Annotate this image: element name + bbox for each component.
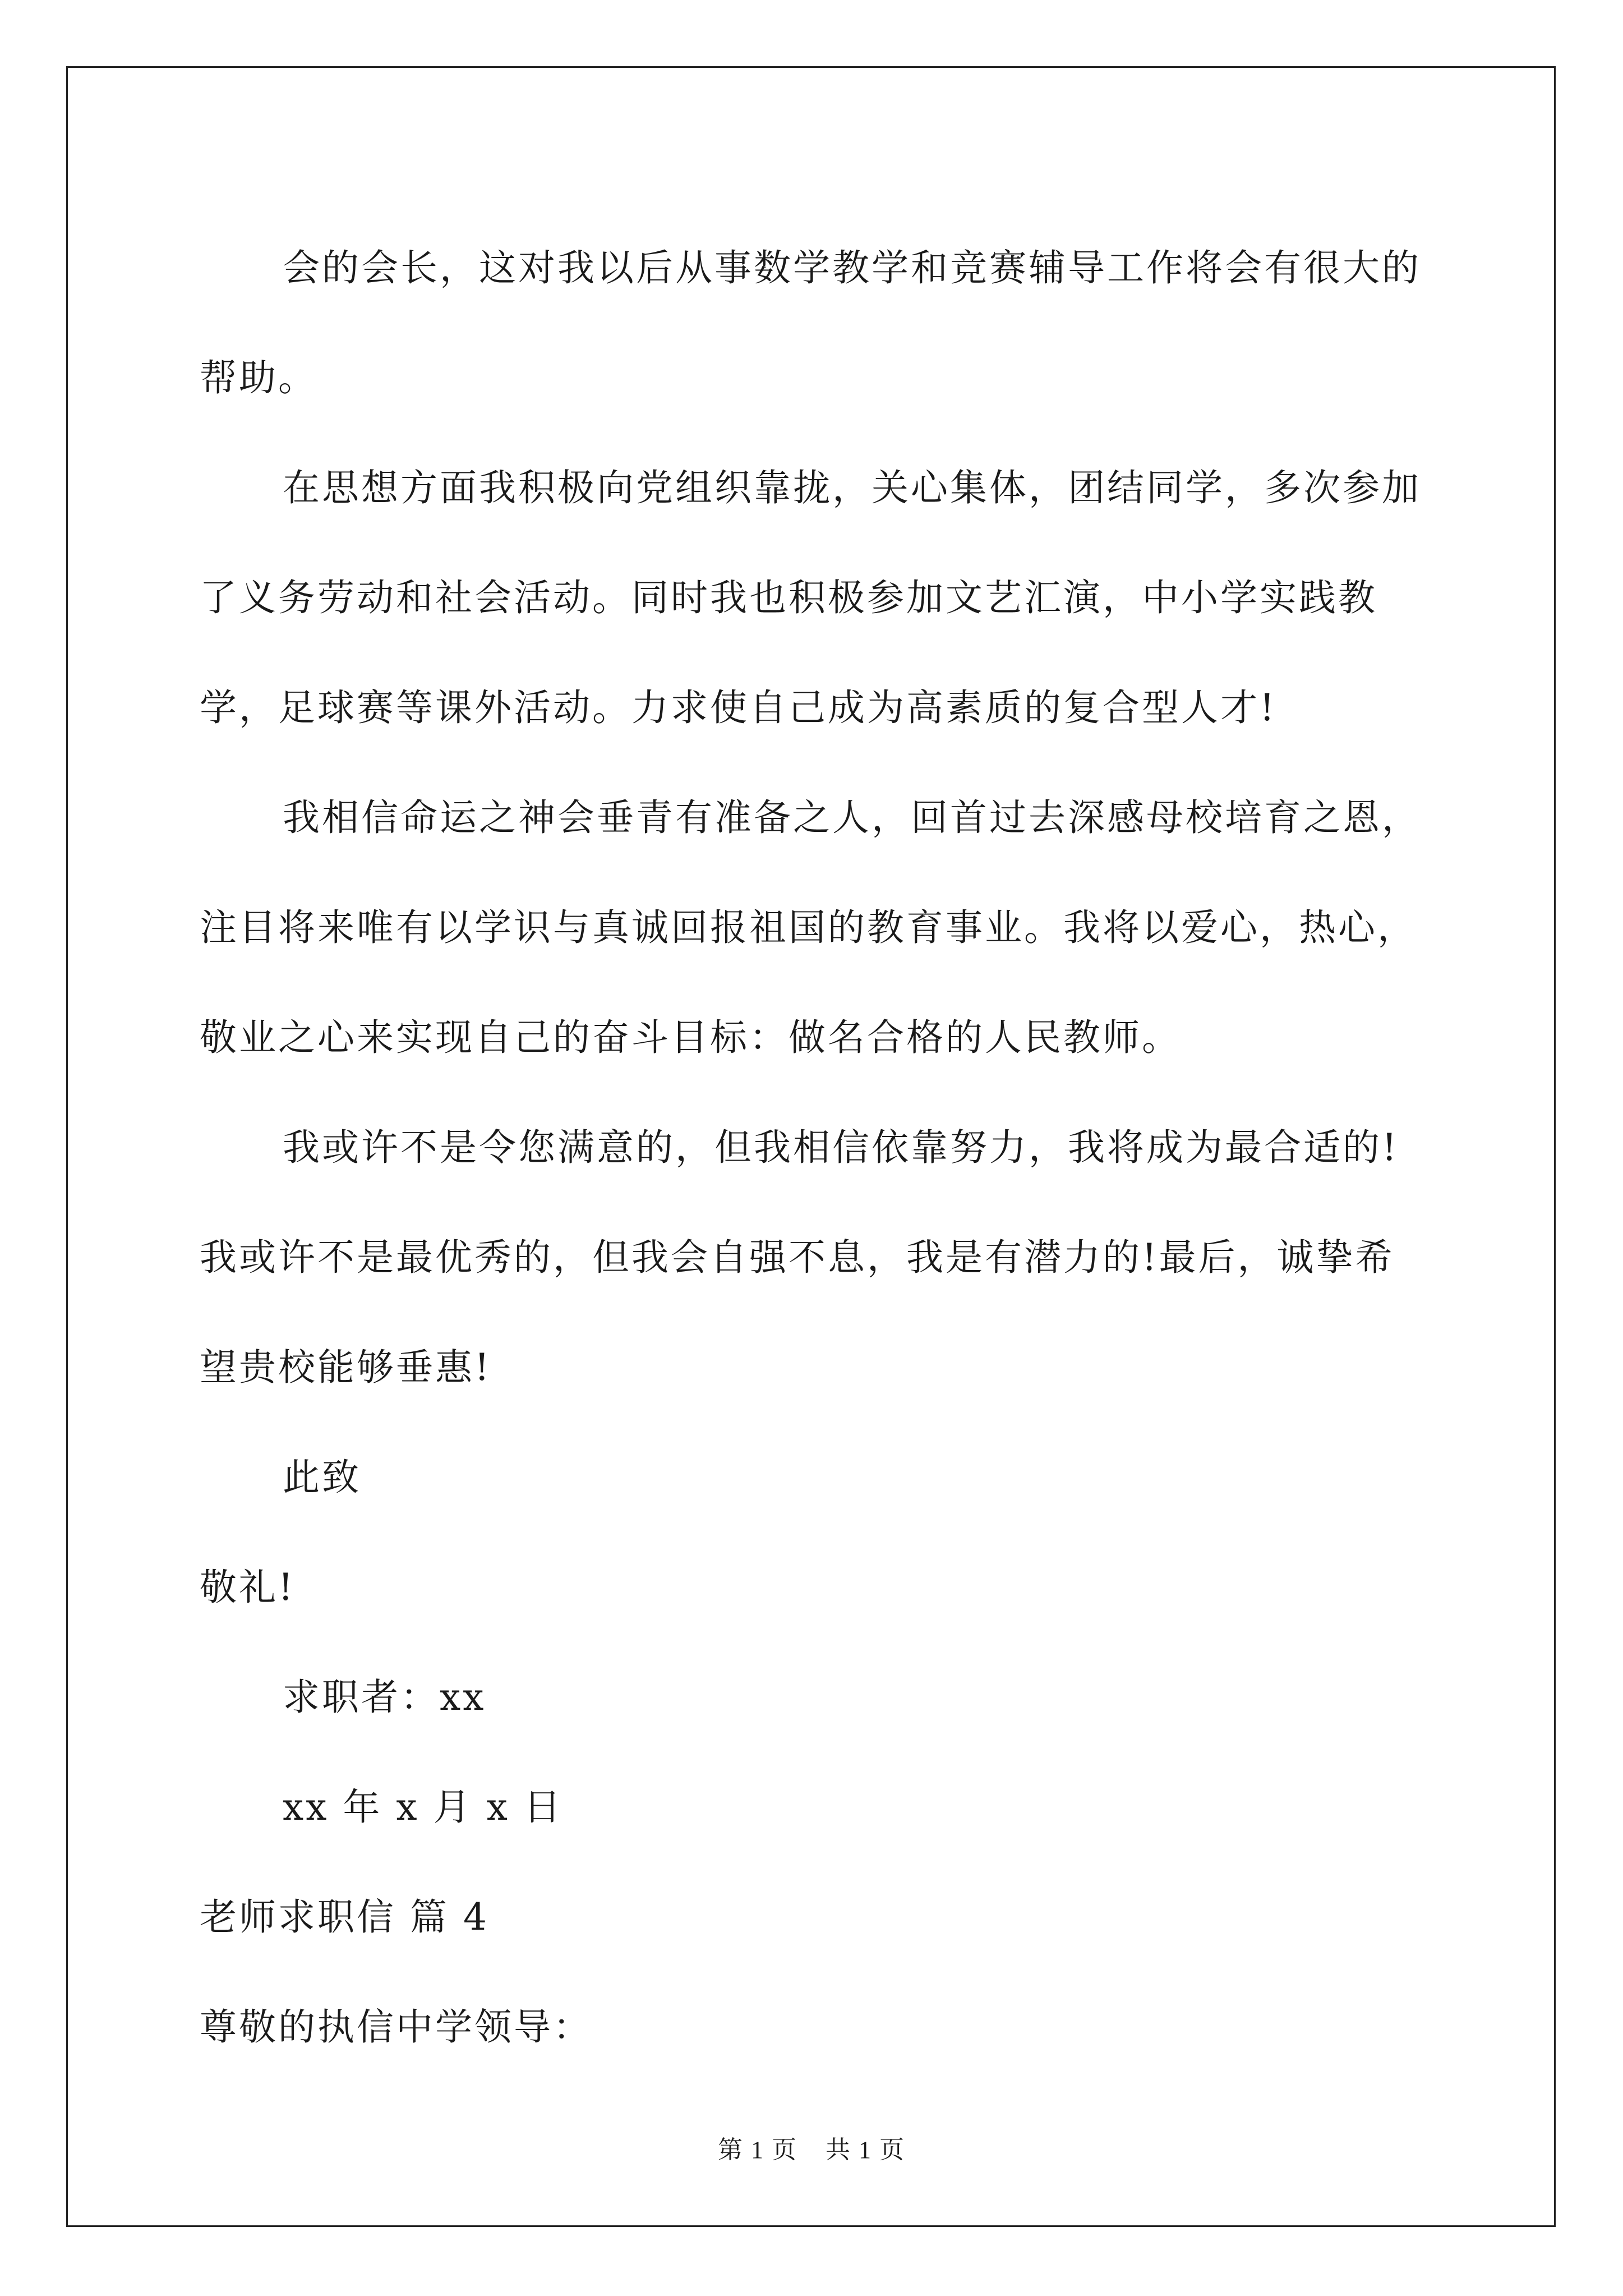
page-number-total: 共 1 页 <box>826 2136 905 2164</box>
letter-date: xx 年 x 月 x 日 <box>283 1786 563 1829</box>
paragraph-2: 在思想方面我积极向党组织靠拢，关心集体，团结同学，多次参加了义务劳动和社会活动。同时我也积极参加文艺汇演，中小学实践教学，足球赛等课外活动。力求使自己成为高素质的复合型人才! <box>200 466 1421 729</box>
page-footer <box>0 2129 1623 2165</box>
closing-regards: 敬礼! <box>200 1566 296 1609</box>
letter-greeting: 尊敬的执信中学领导： <box>200 2005 592 2049</box>
section-heading: 老师求职信 篇 4 <box>200 1895 489 1939</box>
paragraph-3: 我相信命运之神会垂青有准备之人，回首过去深感母校培育之恩，注目将来唯有以学识与真诚回报祖国的教育事业。我将以爱心，热心，敬业之心来实现自己的奋斗目标：做名合格的人民教师。 <box>200 796 1421 1059</box>
paragraph-4: 我或许不是令您满意的，但我相信依靠努力，我将成为最合适的!我或许不是最优秀的，但我会自强不息，我是有潜力的!最后，诚挚希望贵校能够垂惠! <box>200 1126 1399 1389</box>
page-number-current: 第 1 页 <box>718 2136 797 2164</box>
paragraph-1: 会的会长，这对我以后从事数学教学和竞赛辅导工作将会有很大的帮助。 <box>200 246 1421 399</box>
applicant-signature: 求职者：xx <box>283 1676 486 1719</box>
document-body <box>200 213 1428 2082</box>
closing-salutation: 此致 <box>283 1456 361 1499</box>
